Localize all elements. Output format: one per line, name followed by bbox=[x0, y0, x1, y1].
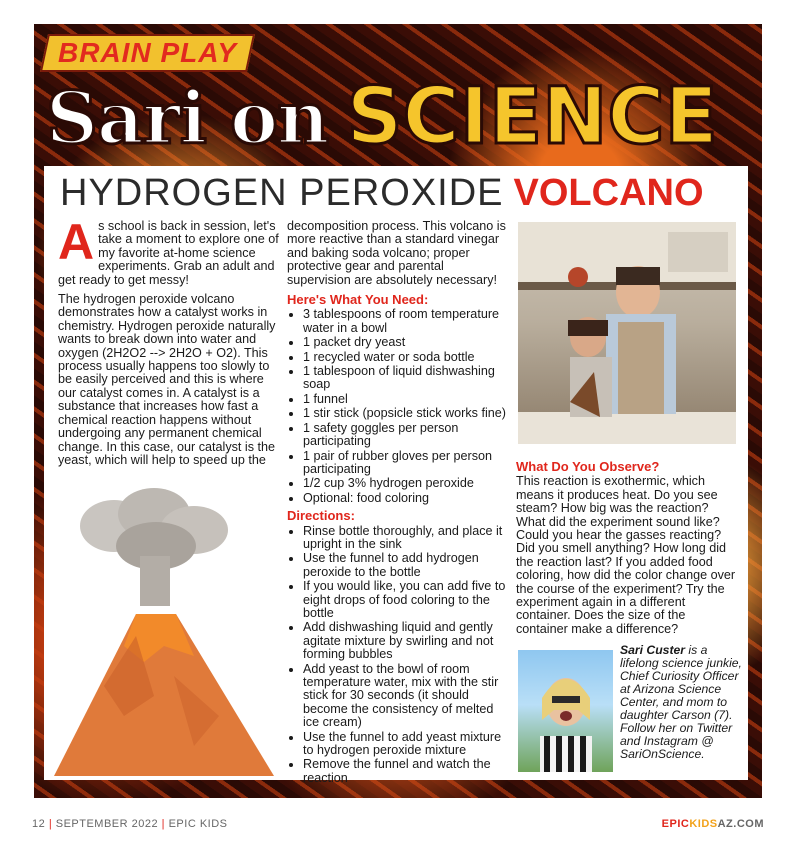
list-item: • Add dishwashing liquid and gently agitate mixture by swirling and not forming bubbles bbox=[303, 621, 509, 661]
magazine-name: EPIC KIDS bbox=[168, 818, 228, 830]
list-item: • Use the funnel to add hydrogen peroxide to the bottle bbox=[303, 552, 509, 579]
list-item: • 1 packet dry yeast bbox=[303, 336, 509, 349]
list-item: • 3 tablespoons of room temperature water in a bowl bbox=[303, 308, 509, 335]
title-science: SCIENCE bbox=[346, 72, 718, 162]
author-portrait-icon bbox=[518, 650, 613, 772]
directions-heading: Directions: bbox=[287, 508, 355, 524]
intro-text: s school is back in session, let's take a moment to explore one of my favorite at-home science experiments. Grab an adult and get ready to get messy! bbox=[58, 219, 279, 287]
observe-paragraph: This reaction is exothermic, which means it produces heat. Do you see steam? How big was the reaction? What did the experiment sound like? Could you hear the gasses reacting? Did you smell anything? How long did the reaction last? If you added food coloring, how did the color change over the course of the experiment? Try the experiment again in a different container. Does the size of the container make a difference? bbox=[516, 474, 736, 636]
site-part-epic: EPIC bbox=[661, 818, 690, 830]
article-panel bbox=[44, 166, 748, 785]
headline-volcano: VOLCANO bbox=[513, 172, 704, 214]
mountain-icon bbox=[54, 614, 274, 776]
site-part-azcom: AZ.COM bbox=[717, 818, 764, 830]
brain-play-label: BRAIN PLAY bbox=[58, 37, 238, 68]
column-1 bbox=[58, 214, 280, 473]
list-item: • Use the funnel to add yeast mixture to hydrogen peroxide mixture bbox=[303, 731, 509, 758]
column-2 bbox=[287, 220, 509, 786]
observe-heading: What Do You Observe? bbox=[516, 459, 660, 474]
issue-date: SEPTEMBER 2022 bbox=[55, 818, 159, 830]
list-item: • 1/2 cup 3% hydrogen peroxide bbox=[303, 477, 509, 490]
footer-issue bbox=[32, 818, 228, 830]
drop-cap: A bbox=[58, 214, 95, 270]
volcano-illustration bbox=[44, 486, 280, 780]
list-item: • 1 funnel bbox=[303, 393, 509, 406]
author-name: Sari Custer bbox=[620, 643, 686, 657]
footer-separator: | bbox=[161, 818, 166, 830]
list-item: • Optional: food coloring bbox=[303, 492, 509, 505]
decomposition-paragraph: decomposition process. This volcano is more reactive than a standard vinegar and baking soda volcano; proper protective gear and parental supervision are absolutely necessary! bbox=[287, 219, 506, 287]
list-item: • If you would like, you can add five to eight drops of food coloring to the bottle bbox=[303, 580, 509, 620]
directions-list bbox=[287, 525, 509, 786]
list-item: • Rinse bottle thoroughly, and place it upright in the sink bbox=[303, 525, 509, 552]
smoke-cloud-icon bbox=[80, 488, 228, 606]
list-item: • 1 pair of rubber gloves per person participating bbox=[303, 450, 509, 477]
intro-paragraph bbox=[58, 214, 280, 287]
need-heading: Here's What You Need: bbox=[287, 292, 429, 308]
article-headline bbox=[60, 172, 704, 215]
brain-play-banner bbox=[40, 34, 255, 72]
experiment-photo bbox=[518, 222, 736, 444]
column-3 bbox=[516, 456, 738, 642]
author-bio bbox=[620, 644, 744, 761]
list-item: • 1 tablespoon of liquid dishwashing soap bbox=[303, 365, 509, 392]
author-bio-text: is a lifelong science junkie, Chief Curiosity Officer at Arizona Science Center, and mom to daughter Carson (7). Follow her on Twitter and Instagram @ SariOnScience. bbox=[620, 643, 742, 761]
people-experiment-icon bbox=[518, 222, 736, 444]
footer-separator: | bbox=[48, 818, 53, 830]
site-part-kids: KIDS bbox=[689, 818, 718, 830]
footer-website[interactable] bbox=[662, 818, 764, 830]
list-item: • Add yeast to the bowl of room temperature water, mix with the stir stick for 30 seconds (it should become the consistency of melted ice cream) bbox=[303, 663, 509, 730]
catalyst-paragraph: The hydrogen peroxide volcano demonstrates how a catalyst works in chemistry. Hydrogen peroxide naturally wants to break down into water and oxygen (2H2O2 --> 2H2O + O2). This process usually happens too slowly to be easily perceived and this is where our catalyst comes in. A catalyst is a substance that increases how fast a chemical reaction happens without undergoing any permanent chemical change. In this case, our catalyst is the yeast, which will help to speed up the bbox=[58, 292, 276, 467]
page-number: 12 bbox=[32, 818, 46, 830]
title-sari-on: Sari on bbox=[46, 75, 329, 160]
list-item: • 1 safety goggles per person participating bbox=[303, 422, 509, 449]
masthead-title bbox=[46, 72, 718, 162]
headline-hydrogen-peroxide: HYDROGEN PEROXIDE bbox=[60, 172, 504, 214]
list-item: • 1 recycled water or soda bottle bbox=[303, 351, 509, 364]
list-item: • Remove the funnel and watch the reaction bbox=[303, 758, 509, 785]
list-item: • 1 stir stick (popsicle stick works fine) bbox=[303, 407, 509, 420]
author-photo bbox=[518, 650, 613, 772]
need-list bbox=[287, 308, 509, 505]
